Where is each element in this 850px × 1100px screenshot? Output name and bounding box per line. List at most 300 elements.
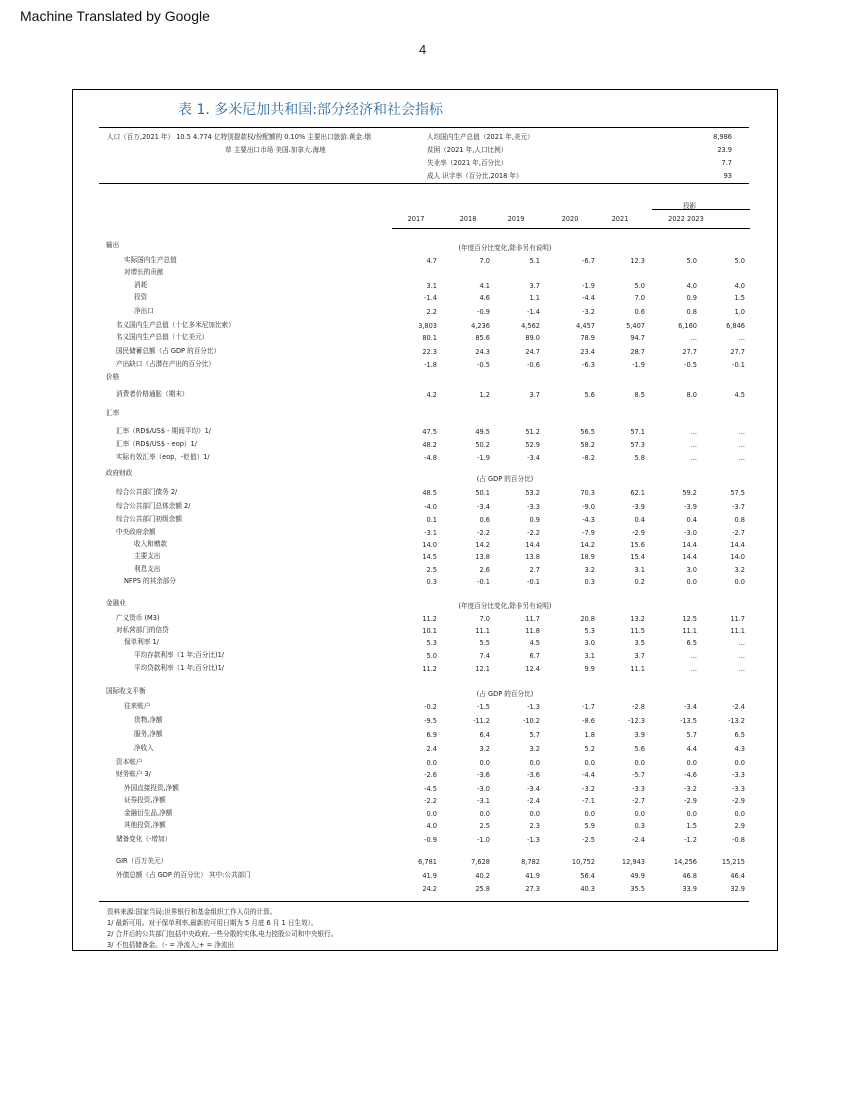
table-cell: 1.5 bbox=[734, 294, 745, 302]
table-cell: 14.2 bbox=[475, 541, 490, 549]
table-cell: -6.3 bbox=[582, 361, 595, 369]
row-label: 对私营部门的信贷 bbox=[116, 626, 169, 634]
table-cell: ... bbox=[690, 454, 697, 462]
table-cell: 11.7 bbox=[730, 615, 745, 623]
table-cell: 14.2 bbox=[580, 541, 595, 549]
row-label: 主要支出 bbox=[134, 552, 161, 560]
table-cell: 6,781 bbox=[418, 858, 437, 866]
table-cell: 94.7 bbox=[630, 334, 645, 342]
table-cell: 25.8 bbox=[475, 885, 490, 893]
gdp-per-capita-label: 人均国内生产总值（2021 年,美元） bbox=[427, 133, 534, 141]
table-cell: 49.5 bbox=[475, 428, 490, 436]
row-label: 名义国内生产总值（十亿美元） bbox=[116, 333, 209, 341]
table-cell: -1.3 bbox=[527, 703, 540, 711]
table-cell: 0.0 bbox=[426, 759, 437, 767]
section-unit-note: (年度百分比变化,除非另有说明) bbox=[458, 244, 552, 252]
table-cell: 5.6 bbox=[584, 391, 595, 399]
row-label: 其他投资,净额 bbox=[124, 821, 166, 829]
table-cell: 5.6 bbox=[634, 745, 645, 753]
table-cell: 52.9 bbox=[525, 441, 540, 449]
table-cell: -2.4 bbox=[732, 703, 745, 711]
year-header-2022-2023: 2022 2023 bbox=[668, 215, 704, 223]
table-cell: -0.9 bbox=[424, 836, 437, 844]
table-cell: 3.2 bbox=[479, 745, 490, 753]
table-cell: 3.2 bbox=[734, 566, 745, 574]
table-cell: 40.2 bbox=[475, 872, 490, 880]
table-cell: 3.1 bbox=[584, 652, 595, 660]
table-cell: -3.3 bbox=[732, 771, 745, 779]
table-cell: 0.0 bbox=[479, 810, 490, 818]
table-cell: 7.0 bbox=[479, 257, 490, 265]
table-cell: -13.5 bbox=[679, 717, 697, 725]
table-cell: -1.3 bbox=[527, 836, 540, 844]
table-cell: -2.4 bbox=[527, 797, 540, 805]
table-cell: 15.4 bbox=[630, 553, 645, 561]
table-cell: 11.2 bbox=[422, 615, 437, 623]
table-cell: 41.9 bbox=[422, 872, 437, 880]
table-cell: 8.0 bbox=[686, 391, 697, 399]
table-cell: 3,803 bbox=[418, 322, 437, 330]
row-label: 储备变化（-增加） bbox=[116, 835, 172, 843]
table-cell: 11.2 bbox=[422, 665, 437, 673]
machine-translated-label: Machine Translated by Google bbox=[20, 8, 210, 24]
table-cell: 48.5 bbox=[422, 489, 437, 497]
table-cell: -2.7 bbox=[632, 797, 645, 805]
table-cell: 0.4 bbox=[686, 516, 697, 524]
table-cell: -2.8 bbox=[632, 703, 645, 711]
table-cell: 0.0 bbox=[634, 759, 645, 767]
table-cell: 5.0 bbox=[426, 652, 437, 660]
row-label: 产出缺口（占潜在产出的百分比） bbox=[116, 360, 215, 368]
row-label: 保单利率 1/ bbox=[124, 638, 159, 646]
table-cell: 48.2 bbox=[422, 441, 437, 449]
table-cell: -0.1 bbox=[527, 578, 540, 586]
table-cell: -0.9 bbox=[477, 308, 490, 316]
row-label: 财务账户 3/ bbox=[116, 770, 151, 778]
table-cell: 15.6 bbox=[630, 541, 645, 549]
table-cell: 5.0 bbox=[686, 257, 697, 265]
table-cell: 2.6 bbox=[479, 566, 490, 574]
table-cell: -4.0 bbox=[424, 503, 437, 511]
table-cell: 6,160 bbox=[678, 322, 697, 330]
table-cell: 0.3 bbox=[634, 822, 645, 830]
table-cell: 57.3 bbox=[630, 441, 645, 449]
table-cell: 4.7 bbox=[426, 257, 437, 265]
section-unit-note: (占 GDP 的百分比) bbox=[476, 475, 534, 483]
table-cell: 12.3 bbox=[630, 257, 645, 265]
table-cell: 80.1 bbox=[422, 334, 437, 342]
table-cell: 0.0 bbox=[734, 759, 745, 767]
table-cell: 49.9 bbox=[630, 872, 645, 880]
table-cell: -0.5 bbox=[477, 361, 490, 369]
table-cell: 0.0 bbox=[634, 810, 645, 818]
table-cell: 5,407 bbox=[626, 322, 645, 330]
poverty-label: 贫困（2021 年,人口比例） bbox=[427, 146, 508, 154]
table-cell: -3.0 bbox=[477, 785, 490, 793]
table-cell: -3.1 bbox=[424, 529, 437, 537]
table-cell: 12,943 bbox=[621, 858, 645, 866]
table-cell: -7.1 bbox=[582, 797, 595, 805]
top-rule bbox=[99, 127, 749, 128]
table-cell: 3.0 bbox=[686, 566, 697, 574]
table-cell: 4.0 bbox=[734, 282, 745, 290]
bottom-rule bbox=[99, 901, 749, 902]
table-cell: 5.1 bbox=[529, 257, 540, 265]
table-cell: -1.7 bbox=[582, 703, 595, 711]
table-cell: 8,782 bbox=[521, 858, 540, 866]
table-cell: ... bbox=[690, 334, 697, 342]
table-cell: -3.2 bbox=[582, 308, 595, 316]
table-cell: 0.0 bbox=[734, 578, 745, 586]
row-label: 净出口 bbox=[134, 307, 154, 315]
table-cell: 12.4 bbox=[525, 665, 540, 673]
table-cell: 0.0 bbox=[686, 759, 697, 767]
section-heading: 价格 bbox=[106, 373, 120, 381]
table-cell: -3.3 bbox=[527, 503, 540, 511]
table-cell: 4.0 bbox=[686, 282, 697, 290]
table-cell: ... bbox=[738, 454, 745, 462]
table-cell: 0.6 bbox=[634, 308, 645, 316]
table-cell: 2.5 bbox=[479, 822, 490, 830]
table-cell: 0.9 bbox=[529, 516, 540, 524]
table-cell: -8.2 bbox=[582, 454, 595, 462]
table-title: 表 1. 多米尼加共和国:部分经济和社会指标 bbox=[178, 102, 443, 118]
table-cell: 11.1 bbox=[630, 665, 645, 673]
table-cell: 27.7 bbox=[730, 348, 745, 356]
table-cell: -7.9 bbox=[582, 529, 595, 537]
table-cell: 14.0 bbox=[422, 541, 437, 549]
table-cell: ... bbox=[738, 334, 745, 342]
row-label: 证券投资,净额 bbox=[124, 796, 166, 804]
table-cell: 24.2 bbox=[422, 885, 437, 893]
table-cell: -3.6 bbox=[477, 771, 490, 779]
year-header-2021: 2021 bbox=[611, 215, 629, 223]
section-heading: 金融业 bbox=[106, 599, 126, 607]
table-cell: 4,562 bbox=[521, 322, 540, 330]
table-cell: -1.9 bbox=[582, 282, 595, 290]
table-cell: 20.8 bbox=[580, 615, 595, 623]
table-cell: ... bbox=[738, 652, 745, 660]
table-cell: 56.4 bbox=[580, 872, 595, 880]
table-cell: -9.0 bbox=[582, 503, 595, 511]
table-cell: 13.8 bbox=[475, 553, 490, 561]
table-cell: -4.8 bbox=[424, 454, 437, 462]
table-cell: ... bbox=[738, 428, 745, 436]
row-label: 消耗 bbox=[134, 281, 148, 289]
table-cell: ... bbox=[690, 652, 697, 660]
table-cell: 0.0 bbox=[686, 578, 697, 586]
table-cell: 3.0 bbox=[584, 639, 595, 647]
table-cell: 10,752 bbox=[571, 858, 595, 866]
table-cell: 7.0 bbox=[479, 615, 490, 623]
table-cell: 14.0 bbox=[730, 553, 745, 561]
table-cell: 28.7 bbox=[630, 348, 645, 356]
poverty-value: 23.9 bbox=[717, 146, 732, 154]
table-cell: 4.6 bbox=[479, 294, 490, 302]
table-cell: ... bbox=[738, 639, 745, 647]
row-label: 中央政府余额 bbox=[116, 528, 156, 536]
table-cell: -0.1 bbox=[477, 578, 490, 586]
table-cell: -11.2 bbox=[472, 717, 490, 725]
row-label: 国民储蓄总额（占 GDP 的百分比） bbox=[116, 347, 221, 355]
table-cell: 50.1 bbox=[475, 489, 490, 497]
row-label: 利息支出 bbox=[134, 565, 161, 573]
table-cell: 14.4 bbox=[730, 541, 745, 549]
table-cell: -3.9 bbox=[632, 503, 645, 511]
table-cell: 41.9 bbox=[525, 872, 540, 880]
table-cell: 0.0 bbox=[529, 810, 540, 818]
gdp-per-capita-value: 8,986 bbox=[713, 133, 732, 141]
table-cell: 5.2 bbox=[584, 745, 595, 753]
year-header-2019: 2019 bbox=[507, 215, 525, 223]
table-cell: 0.6 bbox=[479, 516, 490, 524]
table-cell: -3.4 bbox=[684, 703, 697, 711]
table-cell: 58.2 bbox=[580, 441, 595, 449]
table-cell: -1.2 bbox=[684, 836, 697, 844]
table-cell: 11.1 bbox=[730, 627, 745, 635]
section-heading: 输出 bbox=[106, 241, 120, 249]
table-cell: ... bbox=[690, 428, 697, 436]
table-cell: 18.9 bbox=[580, 553, 595, 561]
table-cell: -0.1 bbox=[732, 361, 745, 369]
table-cell: 0.9 bbox=[686, 294, 697, 302]
table-cell: 3.2 bbox=[529, 745, 540, 753]
table-cell: 4,457 bbox=[576, 322, 595, 330]
literacy-label: 成人 识字率（百分比,2018 年） bbox=[427, 172, 523, 180]
row-label: 平均贷款利率（1 年;百分比)1/ bbox=[134, 664, 225, 672]
table-cell: -4.6 bbox=[684, 771, 697, 779]
table-cell: -3.4 bbox=[527, 454, 540, 462]
year-header-2018: 2018 bbox=[459, 215, 477, 223]
row-label: 金融衍生品,净额 bbox=[124, 809, 173, 817]
table-cell: 9.9 bbox=[584, 665, 595, 673]
row-label: 投资 bbox=[134, 293, 148, 301]
table-cell: -2.6 bbox=[424, 771, 437, 779]
table-cell: -9.5 bbox=[424, 717, 437, 725]
table-cell: 14.4 bbox=[682, 553, 697, 561]
table-cell: 2.9 bbox=[734, 822, 745, 830]
table-cell: 46.8 bbox=[682, 872, 697, 880]
row-label: 汇率（RD$/US$ - 期间平均）1/ bbox=[116, 427, 212, 435]
row-label: 实际国内生产总值 bbox=[124, 256, 177, 264]
table-cell: 0.0 bbox=[734, 810, 745, 818]
table-cell: 6.9 bbox=[426, 731, 437, 739]
table-cell: -2.9 bbox=[732, 797, 745, 805]
table-cell: -3.1 bbox=[477, 797, 490, 805]
table-cell: 4,236 bbox=[471, 322, 490, 330]
table-cell: -13.2 bbox=[727, 717, 745, 725]
table-cell: 13.8 bbox=[525, 553, 540, 561]
table-cell: -12.3 bbox=[627, 717, 645, 725]
table-cell: 51.2 bbox=[525, 428, 540, 436]
table-cell: -3.4 bbox=[527, 785, 540, 793]
projection-rule bbox=[652, 209, 750, 210]
page-number: 4 bbox=[419, 42, 427, 57]
row-label: 广义货币 (M3) bbox=[116, 614, 160, 622]
table-cell: -1.5 bbox=[477, 703, 490, 711]
table-cell: 5.0 bbox=[734, 257, 745, 265]
table-cell: 53.2 bbox=[525, 489, 540, 497]
table-cell: -2.2 bbox=[424, 797, 437, 805]
table-cell: 0.8 bbox=[734, 516, 745, 524]
table-cell: 1.2 bbox=[479, 391, 490, 399]
table-cell: -1.4 bbox=[424, 294, 437, 302]
table-cell: 0.1 bbox=[426, 516, 437, 524]
table-cell: 6.4 bbox=[479, 731, 490, 739]
population-info-line2: 草 主要出口市场 美国.加拿大.海地 bbox=[225, 146, 326, 154]
table-cell: 8.5 bbox=[634, 391, 645, 399]
table-cell: 85.6 bbox=[475, 334, 490, 342]
row-label: 消费者价格通胀（期末） bbox=[116, 390, 189, 398]
footnote-2: 2/ 合并后的公共部门包括中央政府,一些分散的实体,电力控股公司和中央银行。 bbox=[107, 930, 338, 938]
table-cell: -0.5 bbox=[684, 361, 697, 369]
table-cell: 12.5 bbox=[682, 615, 697, 623]
table-cell: 0.0 bbox=[529, 759, 540, 767]
table-cell: 4.5 bbox=[529, 639, 540, 647]
table-cell: 2.5 bbox=[426, 566, 437, 574]
row-label: 收入和赠款 bbox=[134, 540, 167, 548]
table-cell: 1.1 bbox=[529, 294, 540, 302]
table-cell: 4.0 bbox=[426, 822, 437, 830]
table-cell: -3.0 bbox=[684, 529, 697, 537]
table-cell: 0.0 bbox=[584, 810, 595, 818]
table-cell: -3.7 bbox=[732, 503, 745, 511]
table-cell: 3.7 bbox=[529, 391, 540, 399]
projection-label: 投影 bbox=[683, 202, 697, 210]
row-label: 资本账户 bbox=[116, 758, 143, 766]
table-cell: 0.2 bbox=[634, 578, 645, 586]
row-label: NFPS 的其余部分 bbox=[124, 577, 176, 585]
table-cell: 4.2 bbox=[426, 391, 437, 399]
table-cell: 3.7 bbox=[529, 282, 540, 290]
table-cell: 2.3 bbox=[529, 822, 540, 830]
table-cell: 10.1 bbox=[422, 627, 437, 635]
table-cell: -0.8 bbox=[732, 836, 745, 844]
table-cell: -2.2 bbox=[477, 529, 490, 537]
table-cell: 11.1 bbox=[682, 627, 697, 635]
table-cell: 5.7 bbox=[529, 731, 540, 739]
unemployment-value: 7.7 bbox=[721, 159, 732, 167]
table-cell: 14.5 bbox=[422, 553, 437, 561]
table-cell: 3.1 bbox=[426, 282, 437, 290]
population-info-line1: 人口（百万,2021 年） 10.5 4.774 亿特别提款权/份配额的 0.10% 主要出口旅游.黄金.烟 bbox=[107, 133, 371, 141]
table-cell: 3.7 bbox=[634, 652, 645, 660]
header-rule bbox=[392, 228, 750, 229]
table-cell: 62.1 bbox=[630, 489, 645, 497]
table-cell: 0.4 bbox=[634, 516, 645, 524]
table-cell: 13.2 bbox=[630, 615, 645, 623]
table-cell: 70.3 bbox=[580, 489, 595, 497]
table-cell: 0.0 bbox=[686, 810, 697, 818]
table-cell: 0.8 bbox=[686, 308, 697, 316]
table-cell: -10.2 bbox=[522, 717, 540, 725]
table-cell: 57.5 bbox=[730, 489, 745, 497]
table-cell: 5.9 bbox=[584, 822, 595, 830]
table-cell: 5.5 bbox=[479, 639, 490, 647]
table-cell: ... bbox=[690, 665, 697, 673]
table-cell: 7.0 bbox=[634, 294, 645, 302]
table-cell: 0.0 bbox=[584, 759, 595, 767]
table-cell: 6.7 bbox=[529, 652, 540, 660]
table-cell: -0.6 bbox=[527, 361, 540, 369]
table-cell: 50.2 bbox=[475, 441, 490, 449]
table-cell: 2.7 bbox=[529, 566, 540, 574]
table-cell: 57.1 bbox=[630, 428, 645, 436]
table-cell: 1.0 bbox=[734, 308, 745, 316]
row-label: 服务,净额 bbox=[134, 730, 163, 738]
table-cell: 1.8 bbox=[584, 731, 595, 739]
table-cell: 4.5 bbox=[734, 391, 745, 399]
table-cell: 6.5 bbox=[734, 731, 745, 739]
table-cell: 40.3 bbox=[580, 885, 595, 893]
table-cell: 3.9 bbox=[634, 731, 645, 739]
table-cell: -6.7 bbox=[582, 257, 595, 265]
table-cell: 5.7 bbox=[686, 731, 697, 739]
footnote-source: 资料来源:国家当局;世界银行和基金组织工作人员的计算。 bbox=[107, 908, 277, 916]
table-cell: -3.3 bbox=[732, 785, 745, 793]
row-label: 平均存款利率（1 年;百分比)1/ bbox=[134, 651, 225, 659]
row-label: 名义国内生产总值（十亿多米尼加比索） bbox=[116, 321, 235, 329]
row-label: 外国直接投资,净额 bbox=[124, 784, 179, 792]
table-cell: 0.3 bbox=[426, 578, 437, 586]
table-cell: 24.3 bbox=[475, 348, 490, 356]
table-cell: 2.2 bbox=[426, 308, 437, 316]
table-cell: -5.7 bbox=[632, 771, 645, 779]
row-label: 往来账户 bbox=[124, 702, 151, 710]
table-cell: -3.6 bbox=[527, 771, 540, 779]
unemployment-label: 失业率（2021 年,百分比） bbox=[427, 159, 508, 167]
table-cell: 7.4 bbox=[479, 652, 490, 660]
row-label: 综合公共部门总体余额 2/ bbox=[116, 502, 191, 510]
row-label: 净收入 bbox=[134, 744, 154, 752]
row-label: 综合公共部门债务 2/ bbox=[116, 488, 178, 496]
table-cell: -1.0 bbox=[477, 836, 490, 844]
section-heading: 对增长的贡献 bbox=[124, 268, 164, 276]
row-label: 外债总额（占 GDP 的百分比） 其中:公共部门 bbox=[116, 871, 251, 879]
table-cell: ... bbox=[738, 441, 745, 449]
table-cell: -2.4 bbox=[632, 836, 645, 844]
table-cell: ... bbox=[690, 441, 697, 449]
table-cell: -2.9 bbox=[684, 797, 697, 805]
table-cell: 0.0 bbox=[479, 759, 490, 767]
table-cell: 4.4 bbox=[686, 745, 697, 753]
table-cell: 0.0 bbox=[426, 810, 437, 818]
table-cell: 11.5 bbox=[630, 627, 645, 635]
table-cell: 2.4 bbox=[426, 745, 437, 753]
table-cell: 3.1 bbox=[634, 566, 645, 574]
table-cell: 6,846 bbox=[726, 322, 745, 330]
literacy-value: 93 bbox=[723, 172, 732, 180]
table-cell: 33.9 bbox=[682, 885, 697, 893]
table-cell: -3.3 bbox=[632, 785, 645, 793]
table-cell: 35.5 bbox=[630, 885, 645, 893]
table-cell: 56.5 bbox=[580, 428, 595, 436]
table-cell: -3.4 bbox=[477, 503, 490, 511]
footnote-1: 1/ 最新可用。对于保单利率,最新的可用日期为 5 月底 6 月 1 日生效）。 bbox=[107, 919, 318, 927]
table-cell: 59.2 bbox=[682, 489, 697, 497]
row-label: 综合公共部门初级余额 bbox=[116, 515, 182, 523]
section-unit-note: (年度百分比变化,除非另有说明) bbox=[458, 602, 552, 610]
table-cell: -3.2 bbox=[582, 785, 595, 793]
table-cell: 14.4 bbox=[682, 541, 697, 549]
table-cell: -2.9 bbox=[632, 529, 645, 537]
row-label: GIR（百万美元） bbox=[116, 857, 168, 865]
section-heading: 国际收支平衡 bbox=[106, 687, 146, 695]
table-cell: 32.9 bbox=[730, 885, 745, 893]
table-cell: 0.3 bbox=[584, 578, 595, 586]
table-cell: 15,215 bbox=[721, 858, 745, 866]
table-cell: 3.5 bbox=[634, 639, 645, 647]
